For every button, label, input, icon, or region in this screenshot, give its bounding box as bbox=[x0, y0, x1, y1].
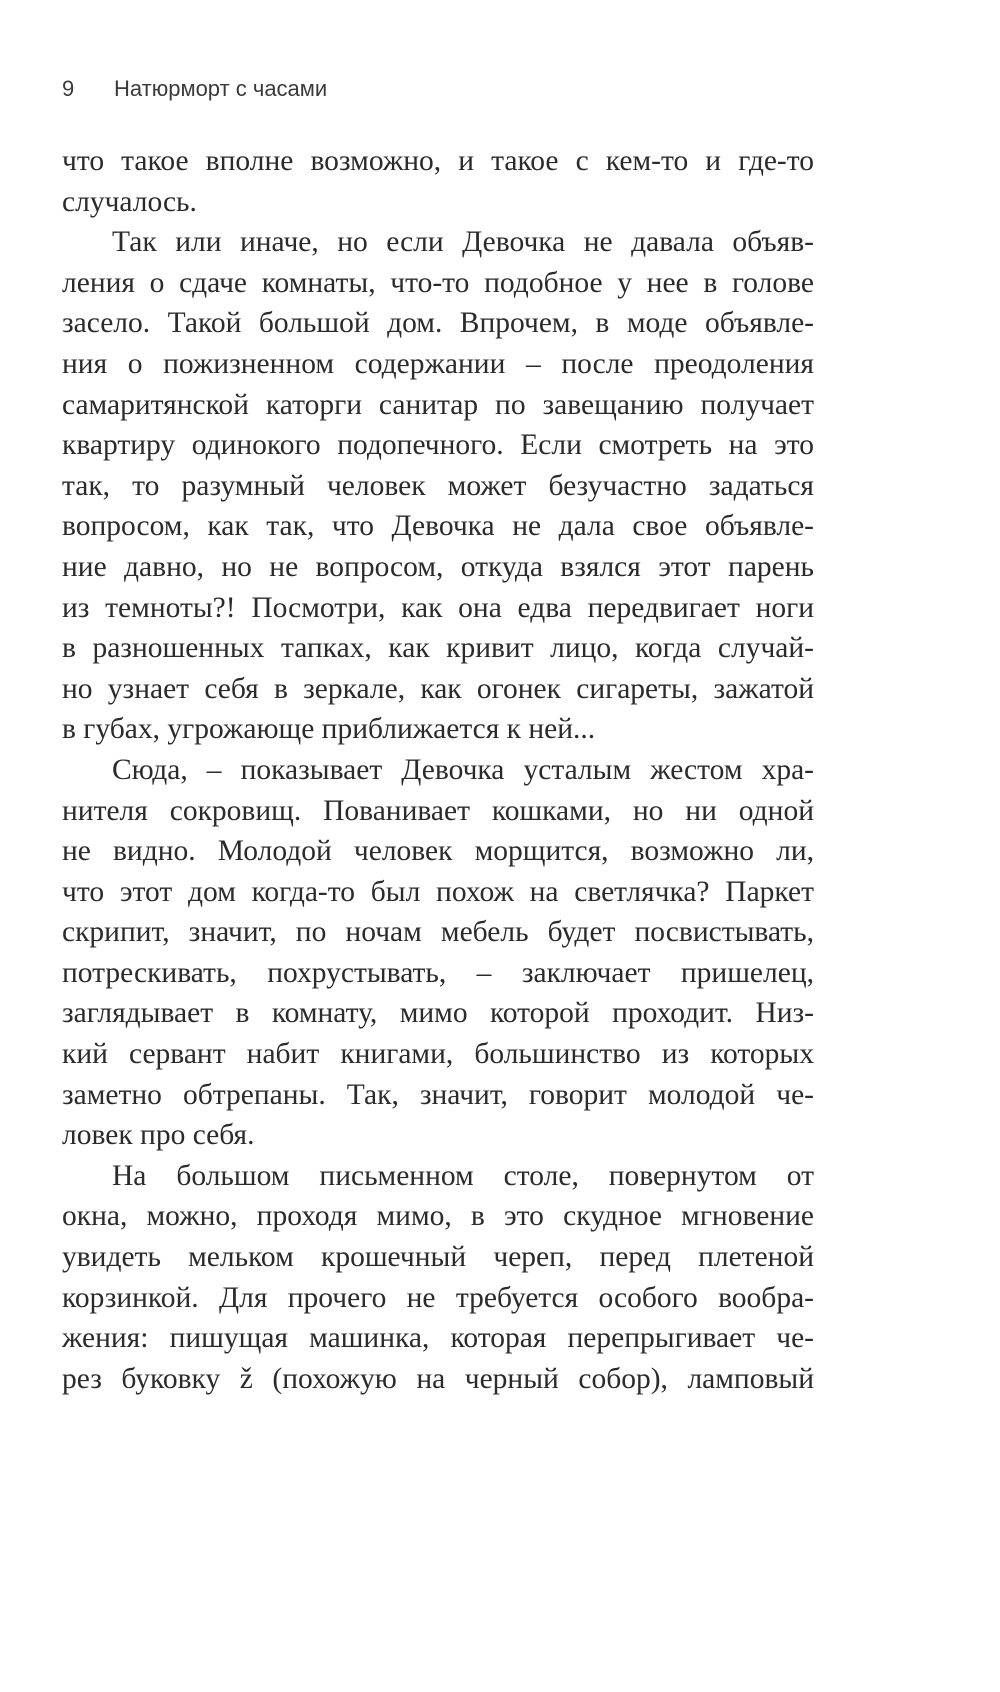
text-line: рез буковку ž (похожую на черный собор), ламповый bbox=[62, 1362, 814, 1395]
text-line: не видно. Молодой человек морщится, возможно ли, bbox=[62, 835, 814, 868]
text-line: в губах, угрожающе приближается к ней... bbox=[62, 713, 596, 746]
text-line: из темноты?! Посмотри, как она едва передвигает ноги bbox=[62, 591, 814, 624]
text-line: нителя сокровищ. Пованивает кошками, но ни одной bbox=[62, 794, 814, 827]
chapter-title: Натюрморт с часами bbox=[114, 76, 328, 101]
page-number: 9 bbox=[62, 76, 75, 101]
text-line: случалось. bbox=[62, 185, 197, 218]
text-line: заглядывает в комнату, мимо которой проходит. Низ- bbox=[62, 997, 814, 1030]
text-line: что этот дом когда-то был похож на светлячка? Паркет bbox=[62, 875, 814, 908]
text-line: ния о пожизненном содержании – после преодоления bbox=[62, 347, 814, 380]
running-head bbox=[62, 76, 327, 102]
text-line: но узнает себя в зеркале, как огонек сигареты, зажатой bbox=[62, 672, 814, 705]
text-line: ления о сдаче комнаты, что-то подобное у нее в голове bbox=[62, 266, 814, 299]
text-line: ловек про себя. bbox=[62, 1119, 255, 1152]
text-line: Так или иначе, но если Девочка не давала объяв- bbox=[112, 226, 814, 259]
text-line: в разношенных тапках, как кривит лицо, когда случай- bbox=[62, 632, 814, 665]
text-line: потрескивать, похрустывать, – заключает пришелец, bbox=[62, 956, 814, 989]
text-line: жения: пишущая машинка, которая перепрыгивает че- bbox=[62, 1322, 814, 1355]
text-line: увидеть мельком крошечный череп, перед плетеной bbox=[62, 1241, 814, 1274]
text-line: так, то разумный человек может безучастно задаться bbox=[62, 469, 814, 502]
text-line: скрипит, значит, по ночам мебель будет посвистывать, bbox=[62, 916, 814, 949]
text-line: окна, можно, проходя мимо, в это скудное мгновение bbox=[62, 1200, 814, 1233]
text-line: вопросом, как так, что Девочка не дала свое объявле- bbox=[62, 510, 814, 543]
text-line: ние давно, но не вопросом, откуда взялся этот парень bbox=[62, 550, 814, 583]
text-line: заметно обтрепаны. Так, значит, говорит молодой че- bbox=[62, 1078, 814, 1111]
text-line: На большом письменном столе, повернутом от bbox=[112, 1159, 814, 1192]
text-line: корзинкой. Для прочего не требуется особого вообра- bbox=[62, 1281, 814, 1314]
text-line: кий сервант набит книгами, большинство из которых bbox=[62, 1038, 814, 1071]
text-line: квартиру одинокого подопечного. Если смотреть на это bbox=[62, 429, 814, 462]
text-line: засело. Такой большой дом. Впрочем, в моде объявле- bbox=[62, 307, 814, 340]
text-line: что такое вполне возможно, и такое с кем-то и где-то bbox=[62, 145, 814, 177]
body-text bbox=[62, 141, 814, 1399]
text-line: самаритянской каторги санитар по завещанию получает bbox=[62, 388, 814, 421]
text-line: Сюда, – показывает Девочка усталым жестом хра- bbox=[112, 753, 814, 786]
